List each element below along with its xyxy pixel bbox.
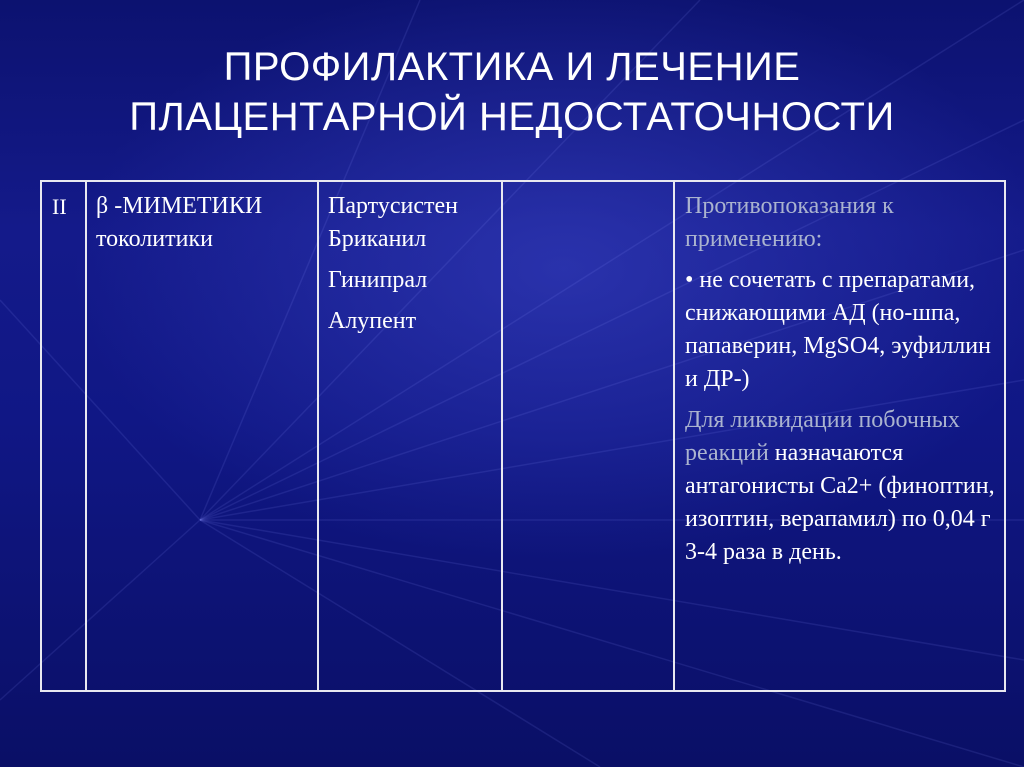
cell-drug-list (319, 182, 503, 690)
contraindications-heading: Противопоказания к применению: (685, 193, 894, 252)
row-number: II (52, 194, 67, 219)
side-effects-heading: Для ликвидации побочных реакций (685, 407, 960, 466)
treatment-table (40, 180, 1006, 692)
cell-drug-group (87, 182, 319, 690)
drug-group-name: β -МИМЕТИКИ (96, 193, 263, 219)
drug-item: Гинипрал (328, 267, 428, 293)
contraindications-item: • не сочетать с препаратами, снижающими АД (но-шпа, папаверин, MgSO4, эуфиллин и ДР-) (685, 267, 991, 392)
side-effects-text: назначаются антагонисты Ca2+ (финоптин, изоптин, верапамил) по 0,04 г 3-4 раза в день. (685, 440, 995, 565)
drug-item: Бриканил (328, 226, 427, 252)
drug-item: Партусистен (328, 193, 458, 219)
drug-group-subtitle: токолитики (96, 226, 213, 252)
drug-item: Алупент (328, 308, 417, 334)
title-line-2: ПЛАЦЕНТАРНОЙ НЕДОСТАТОЧНОСТИ (129, 95, 895, 139)
cell-row-number (42, 182, 87, 690)
side-effects-note (685, 404, 998, 569)
title-line-1: ПРОФИЛАКТИКА И ЛЕЧЕНИЕ (223, 45, 801, 89)
slide-title (0, 42, 1024, 142)
cell-notes (675, 182, 1004, 690)
cell-empty (503, 182, 675, 690)
